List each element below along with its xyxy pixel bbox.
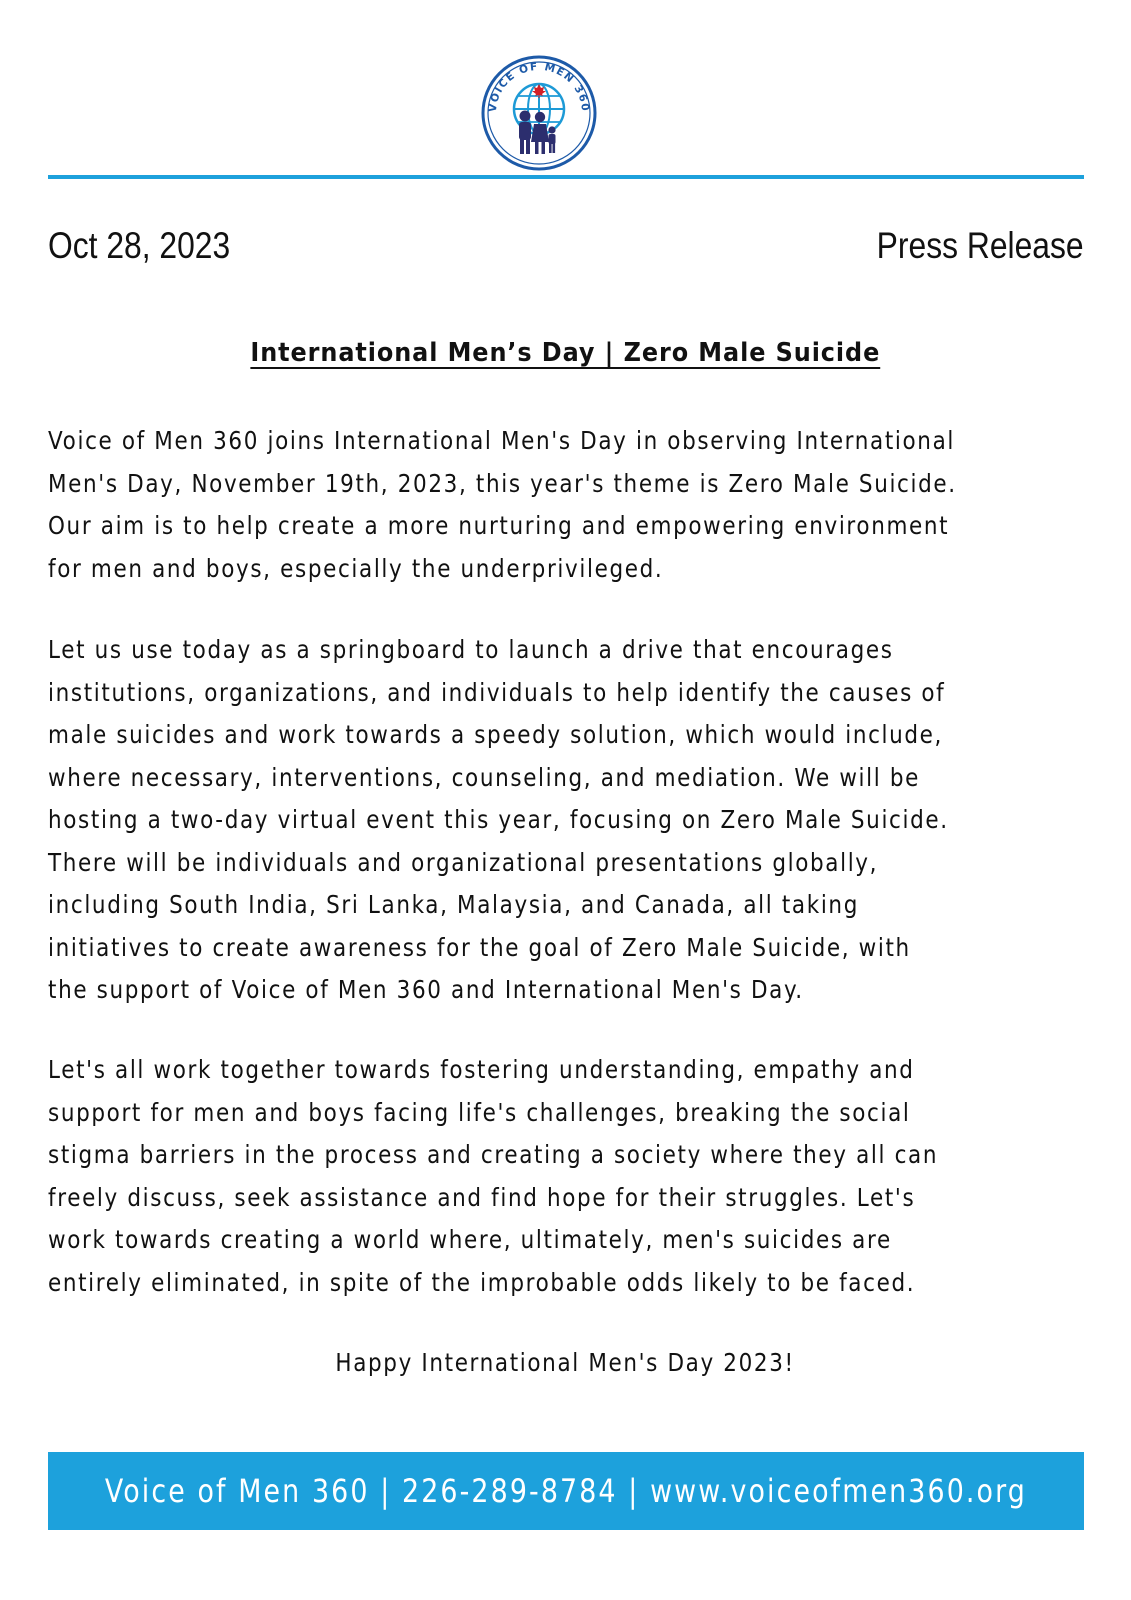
paragraph-2 bbox=[48, 629, 1088, 1012]
closing-line bbox=[0, 1342, 1131, 1384]
headline bbox=[0, 335, 1131, 371]
paragraph-line: Let us use today as a springboard to launch a drive that encourages bbox=[48, 635, 894, 664]
paragraph-line: hosting a two-day virtual event this year, focusing on Zero Male Suicide. bbox=[48, 805, 949, 834]
logo-text: VOICE OF MEN 360 bbox=[486, 60, 592, 113]
press-release-label: Press Release bbox=[877, 225, 1084, 266]
closing-text: Happy International Men's Day 2023! bbox=[335, 1348, 796, 1377]
footer-contact-bar bbox=[48, 1452, 1084, 1530]
paragraph-line: including South India, Sri Lanka, Malaysia, and Canada, all taking bbox=[48, 890, 859, 919]
paragraph-line: Our aim is to help create a more nurturing and empowering environment bbox=[48, 511, 950, 540]
globe-family-logo-icon bbox=[480, 54, 598, 172]
paragraph-line: Men's Day, November 19th, 2023, this year's theme is Zero Male Suicide. bbox=[48, 468, 957, 498]
paragraph-3 bbox=[48, 1049, 1088, 1304]
footer-contact-text: Voice of Men 360 | 226-289-8784 | www.voiceofmen360.org bbox=[104, 1472, 1028, 1510]
release-date: Oct 28, 2023 bbox=[48, 225, 231, 266]
paragraph-line: institutions, organizations, and individuals to help identify the causes of bbox=[48, 677, 946, 707]
paragraph-1 bbox=[48, 420, 1088, 590]
header-divider bbox=[48, 175, 1084, 179]
voice-of-men-360-logo bbox=[480, 54, 598, 172]
paragraph-line: Voice of Men 360 joins International Men's Day in observing International bbox=[48, 426, 955, 455]
paragraph-line: entirely eliminated, in spite of the improbable odds likely to be faced. bbox=[48, 1267, 916, 1297]
paragraph-line: support for men and boys facing life's challenges, breaking the social bbox=[48, 1097, 911, 1127]
paragraph-line: the support of Voice of Men 360 and International Men's Day. bbox=[48, 975, 804, 1004]
paragraph-line: stigma barriers in the process and creating a society where they all can bbox=[48, 1140, 939, 1169]
paragraph-line: where necessary, interventions, counseling, and mediation. We will be bbox=[48, 762, 920, 792]
paragraph-line: for men and boys, especially the underprivileged. bbox=[48, 553, 664, 583]
paragraph-line: freely discuss, seek assistance and find hope for their struggles. Let's bbox=[48, 1182, 916, 1212]
headline-text: International Men’s Day | Zero Male Suicide bbox=[250, 338, 881, 368]
paragraph-line: work towards creating a world where, ultimately, men's suicides are bbox=[48, 1225, 892, 1254]
paragraph-line: There will be individuals and organizational presentations globally, bbox=[48, 847, 879, 877]
paragraph-line: male suicides and work towards a speedy solution, which would include, bbox=[48, 720, 944, 749]
paragraph-line: Let's all work together towards fostering understanding, empathy and bbox=[48, 1055, 915, 1084]
paragraph-line: initiatives to create awareness for the goal of Zero Male Suicide, with bbox=[48, 932, 911, 962]
